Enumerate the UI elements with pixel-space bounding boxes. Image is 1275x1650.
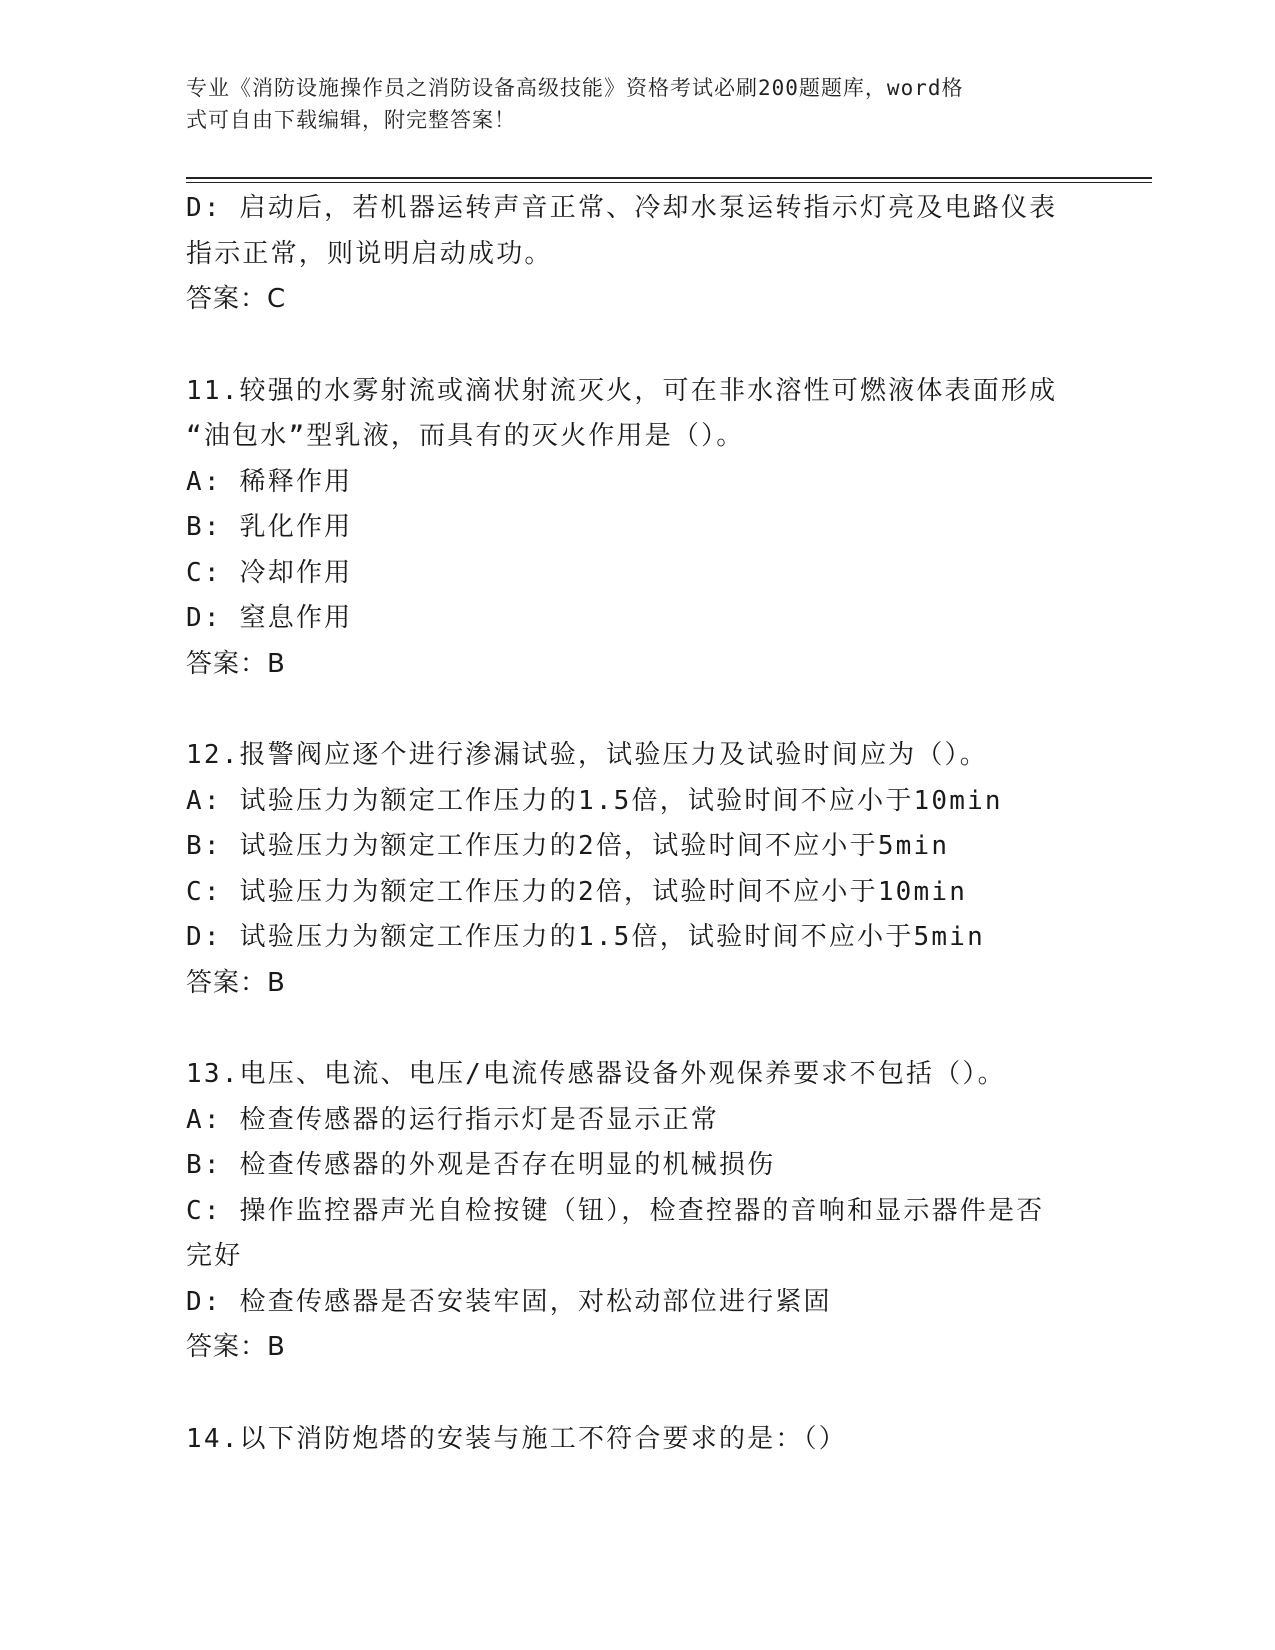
question-13 (186, 1052, 1116, 1371)
question-stem-line-2: “油包水”型乳液，而具有的灭火作用是（）。 (186, 421, 745, 451)
question-stem: 14.以下消防炮塔的安装与施工不符合要求的是：（） (186, 1423, 847, 1454)
spacer (186, 1371, 1116, 1417)
option-a: A: 试验压力为额定工作压力的1.5倍，试验时间不应小于10min (186, 785, 1003, 816)
option-b: B: 试验压力为额定工作压力的2倍，试验时间不应小于5min (186, 831, 950, 861)
option-d-line-1: D: 启动后，若机器运转声音正常、冷却水泵运转指示灯亮及电路仪表 (186, 193, 1058, 223)
spacer (186, 323, 1116, 369)
question-stem: 12.报警阀应逐个进行渗漏试验，试验压力及试验时间应为（）。 (186, 740, 988, 770)
option-b: B: 乳化作用 (186, 512, 353, 542)
answer-label: 答案：B (186, 967, 286, 998)
option-c-line-2: 完好 (186, 1241, 243, 1271)
option-c: C: 冷却作用 (186, 557, 353, 588)
header-divider-thick (186, 177, 1152, 179)
answer-label: 答案：C (186, 284, 287, 314)
option-a: A: 稀释作用 (186, 466, 353, 497)
question-11 (186, 369, 1116, 688)
option-a: A: 检查传感器的运行指示灯是否显示正常 (186, 1104, 719, 1135)
option-c-line-1: C: 操作监控器声光自检按键（钮），检查控器的音响和显示器件是否 (186, 1195, 1045, 1226)
spacer (186, 687, 1116, 733)
question-10-continued (186, 186, 1116, 323)
question-14 (186, 1417, 1116, 1463)
question-content (186, 186, 1116, 1462)
question-stem: 13.电压、电流、电压/电流传感器设备外观保养要求不包括（）。 (186, 1059, 1006, 1089)
document-header (186, 72, 1066, 136)
question-12 (186, 733, 1116, 1006)
option-b: B: 检查传感器的外观是否存在明显的机械损伤 (186, 1150, 776, 1180)
answer-label: 答案：B (186, 648, 286, 679)
spacer (186, 1006, 1116, 1052)
answer-label: 答案：B (186, 1332, 286, 1362)
option-d-line-2: 指示正常，则说明启动成功。 (186, 238, 553, 269)
header-divider-thin (186, 182, 1152, 183)
option-d: D: 窒息作用 (186, 603, 353, 633)
header-title-line-1: 专业《消防设施操作员之消防设备高级技能》资格考试必刷200题题库，word格 (186, 76, 964, 100)
option-d: D: 试验压力为额定工作压力的1.5倍，试验时间不应小于5min (186, 922, 985, 952)
header-title-line-2: 式可自由下载编辑，附完整答案！ (186, 108, 516, 132)
option-d: D: 检查传感器是否安装牢固，对松动部位进行紧固 (186, 1286, 832, 1317)
question-stem-line-1: 11.较强的水雾射流或滴状射流灭火，可在非水溶性可燃液体表面形成 (186, 375, 1058, 406)
option-c: C: 试验压力为额定工作压力的2倍，试验时间不应小于10min (186, 876, 968, 907)
